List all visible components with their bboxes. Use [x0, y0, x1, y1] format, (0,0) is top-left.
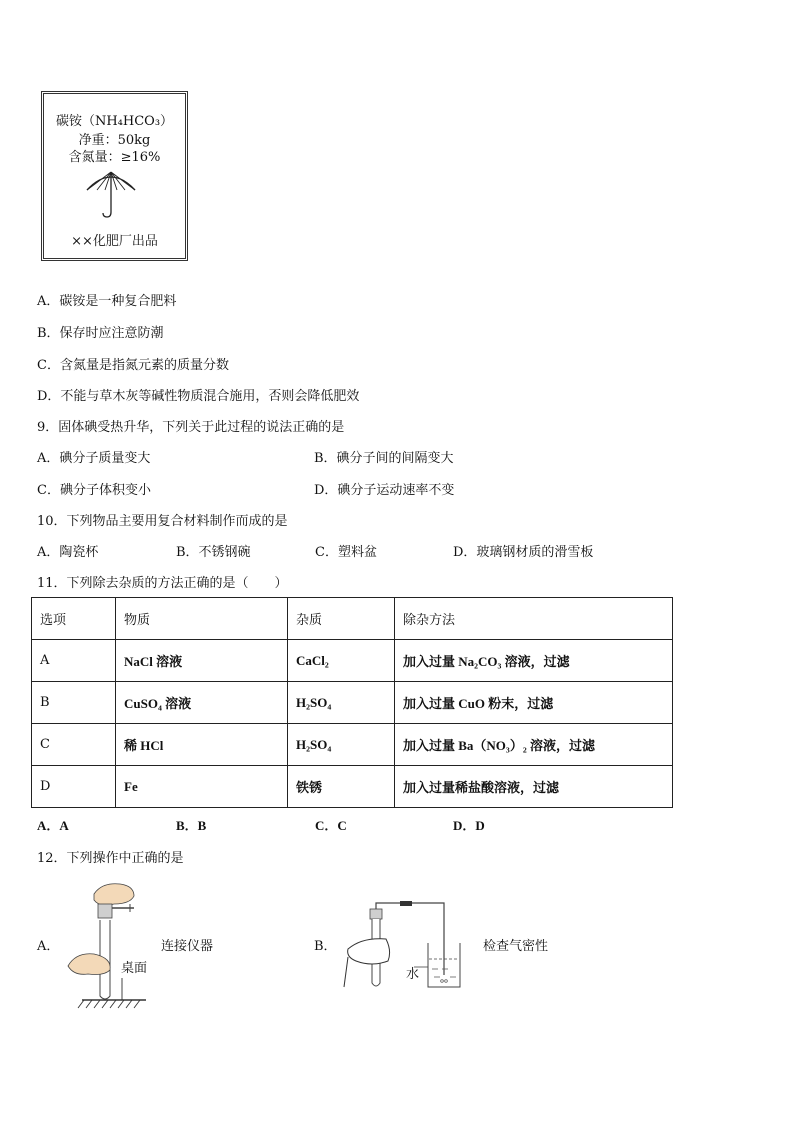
q12-option-a-letter: A． — [37, 939, 60, 954]
table-cell: Fe — [116, 766, 288, 808]
table-header-cell: 选项 — [32, 598, 116, 640]
table-row — [32, 682, 673, 724]
q8-option-a: A．碳铵是一种复合肥料 — [37, 294, 177, 309]
q9-option-c: C．碘分子体积变小 — [37, 483, 151, 498]
table-cell: 加入过量稀盐酸溶液，过滤 — [395, 766, 673, 808]
label-manufacturer: ××化肥厂出品 — [71, 234, 158, 249]
table-cell: 稀 HCl — [116, 724, 288, 766]
q11-table — [31, 597, 673, 808]
table-header-cell: 杂质 — [288, 598, 395, 640]
q8-option-b: B．保存时应注意防潮 — [37, 326, 164, 341]
q8-option-c: C．含氮量是指氮元素的质量分数 — [37, 358, 229, 373]
table-cell: 加入过量 Na₂CO₃ 溶液，过滤 — [395, 640, 673, 682]
table-cell: B — [32, 682, 116, 724]
q11-option-d: D．D — [453, 818, 485, 833]
q8-option-d: D．不能与草木灰等碱性物质混合施用，否则会降低肥效 — [37, 389, 360, 404]
q10-option-d: D．玻璃钢材质的滑雪板 — [453, 545, 594, 560]
q11-option-b: B．B — [176, 818, 207, 833]
label-name: 碳铵（NH₄HCO₃） — [55, 114, 174, 129]
desk-label: 桌面 — [121, 961, 148, 976]
q12-option-a-caption: 连接仪器 — [161, 939, 214, 954]
table-cell: H₂SO₄ — [288, 724, 395, 766]
table-row — [32, 724, 673, 766]
table-cell: CaCl₂ — [288, 640, 395, 682]
q12-option-b-caption: 检查气密性 — [483, 939, 549, 954]
q11-option-c: C．C — [315, 818, 347, 833]
table-cell: NaCl 溶液 — [116, 640, 288, 682]
label-net-weight: 净重：50kg — [78, 133, 151, 148]
q9-stem: 9．固体碘受热升华，下列关于此过程的说法正确的是 — [37, 420, 345, 435]
q11-option-a: A．A — [37, 818, 69, 833]
table-cell: H₂SO₄ — [288, 682, 395, 724]
table-cell: A — [32, 640, 116, 682]
q9-option-a: A．碘分子质量变大 — [37, 451, 151, 466]
q12-stem: 12．下列操作中正确的是 — [37, 851, 184, 866]
q10-option-a: A．陶瓷杯 — [37, 545, 99, 560]
q12-option-b-letter: B． — [314, 939, 337, 954]
umbrella-icon — [81, 168, 141, 220]
table-header-row — [32, 598, 673, 640]
table-cell: D — [32, 766, 116, 808]
q10-option-b: B．不锈钢碗 — [176, 545, 251, 560]
q10-option-c: C．塑料盆 — [315, 545, 377, 560]
q9-option-d: D．碘分子运动速率不变 — [314, 483, 455, 498]
connect-apparatus-figure — [64, 878, 154, 1010]
table-cell: 加入过量 Ba（NO₃）₂ 溶液，过滤 — [395, 724, 673, 766]
table-cell: C — [32, 724, 116, 766]
q9-option-b: B．碘分子间的间隔变大 — [314, 451, 454, 466]
table-header-cell: 物质 — [116, 598, 288, 640]
water-label: 水 — [406, 967, 420, 982]
table-cell: 铁锈 — [288, 766, 395, 808]
table-cell: 加入过量 CuO 粉末，过滤 — [395, 682, 673, 724]
fertilizer-label — [41, 91, 188, 261]
table-cell: CuSO₄ 溶液 — [116, 682, 288, 724]
table-header-cell: 除杂方法 — [395, 598, 673, 640]
table-row — [32, 640, 673, 682]
q11-stem: 11．下列除去杂质的方法正确的是（ ） — [37, 576, 288, 591]
label-nitrogen: 含氮量：≥16% — [68, 150, 161, 165]
q10-stem: 10．下列物品主要用复合材料制作而成的是 — [37, 514, 288, 529]
table-row — [32, 766, 673, 808]
